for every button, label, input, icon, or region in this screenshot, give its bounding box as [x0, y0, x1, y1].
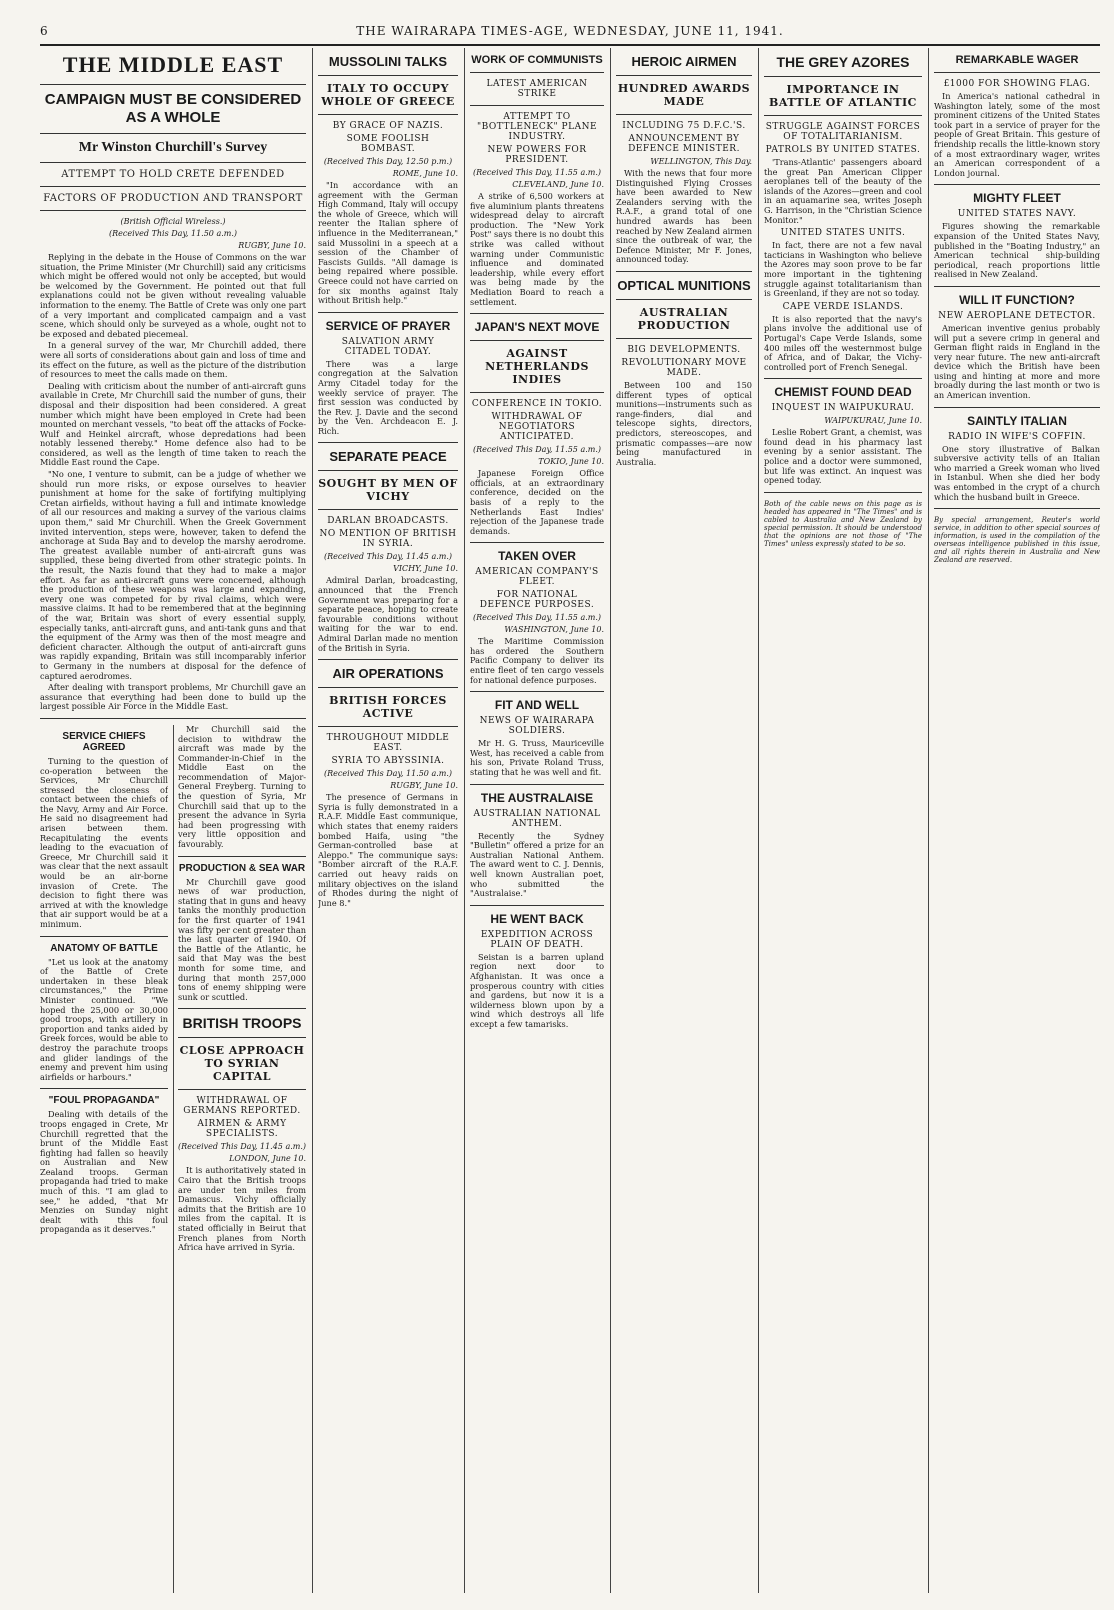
deck: THROUGHOUT MIDDLE EAST. [326, 733, 450, 754]
deck: REVOLUTIONARY MOVE MADE. [621, 357, 747, 378]
paragraph: Dealing with criticism about the number of anti-aircraft guns available in Crete, Mr Churchill said the number of guns, their disposal and their disposition had been considered. A great number which might have been employed in Crete had been mounted on merchant vessels, "to beat off the attacks of Focke-Wulf and Heinkel aircraft, whose depredations had been notably lessened thereby." Home defence also had to be considered, as well as the length of time taken to reach the Middle East round the Cape. [40, 380, 306, 468]
dateline: LONDON, June 10. [229, 1154, 306, 1164]
column-rule [928, 48, 929, 1593]
column-rule [464, 48, 465, 1593]
received: (Received This Day, 11.55 a.m.) [473, 613, 601, 623]
section-heading: HE WENT BACK [490, 911, 584, 926]
paragraph: Turning to the question of co-operation between the Services, Mr Churchill stressed the closeness of contact between the chiefs of the Navy, Army and Air Force. He said no disagreement had arisen between them. Recapitulating the events leading to the evacuation of Greece, Mr Churchill said it was clear that the next assault would be an air-borne invasion of Crete. The decision to fight there was arrived at with the knowledge that air support would be at a minimum. [40, 755, 168, 929]
section-heading: HEROIC AIRMEN [631, 54, 737, 69]
paragraph: Admiral Darlan, broadcasting, announced that the French Government was preparing for a separate peace, hoping to create favourable conditions without waiting for the war to end. Admiral Darlan made no mention of the British in Syria. [318, 575, 458, 653]
section-heading: JAPAN'S NEXT MOVE [474, 320, 600, 335]
column-rule [610, 48, 611, 1593]
column-5 [764, 48, 922, 1593]
paragraph: Recently the Sydney "Bulletin" offered a prize for an Australian National Anthem. The award went to C. J. Dennis, well known Australian poet, who submitted the "Australaise." [470, 830, 604, 899]
paragraph: Figures showing the remarkable expansion of the United States Navy, published in the "Boating Industry," an American technical ship-building periodical, reach proportions little realised in New Zealand. [934, 221, 1100, 280]
lead-headline: THE MIDDLE EAST [62, 52, 284, 77]
masthead [40, 22, 1100, 46]
subhead: LATEST AMERICAN STRIKE [486, 79, 588, 99]
column-6 [934, 48, 1100, 1593]
subhead: BRITISH FORCES ACTIVE [329, 694, 447, 721]
paragraph: In fact, there are not a few naval tacticians in Washington who believe the Azores may soon prove to be far more important in the tightening struggle against totalitarianism than is Greenland, if they are not so today. [764, 240, 922, 299]
paragraph: "Let us look at the anatomy of the Battle of Crete undertaken in these bleak circumstances," the Prime Minister continued. "We hoped the 25,000 or 30,000 good troops, with artillery in proportion and tanks aided by Greek forces, would be able to destroy the parachute troops and glider landings of the enemy and prevent him using airfields or harbours." [40, 956, 168, 1082]
deck: NO MENTION OF BRITISH IN SYRIA. [319, 529, 457, 550]
deck: ATTEMPT TO "BOTTLENECK" PLANE INDUSTRY. [476, 112, 598, 142]
dateline: WASHINGTON, June 10. [504, 625, 604, 635]
footnote: By special arrangement, Reuter's world service, in addition to other special sources of information, is used in the compilation of the overseas intelligence published in this issue, and all rights therein in Australia and New Zealand are reserved. [934, 516, 1100, 565]
subhead: ITALY TO OCCUPY WHOLE OF GREECE [321, 82, 455, 108]
section-heading: THE AUSTRALAISE [480, 790, 594, 805]
paragraph: Seistan is a barren upland region next door to Afghanistan. It was once a prosperous country with cities and gardens, but now it is a wilderness blown upon by a wind which destroys all life except a few tamarisks. [470, 951, 604, 1029]
lead-deck: ATTEMPT TO HOLD CRETE DEFENDED [61, 169, 285, 180]
section-heading: WORK OF COMMUNISTS [471, 54, 603, 66]
section-heading: BRITISH TROOPS [182, 1015, 302, 1032]
deck: AIRMEN & ARMY SPECIALISTS. [197, 1119, 287, 1140]
section-heading: THE GREY AZORES [776, 54, 910, 70]
section-heading: PRODUCTION & SEA WAR [178, 862, 306, 874]
subhead: NEWS OF WAIRARAPA SOLDIERS. [479, 716, 595, 737]
deck: STRUGGLE AGAINST FORCES OF TOTALITARIANISM. [765, 122, 921, 142]
column-3 [470, 48, 604, 1593]
column-rule [758, 48, 759, 1593]
received: (Received This Day, 11.55 a.m.) [473, 445, 601, 455]
paragraph: In a general survey of the war, Mr Churchill added, there were all sorts of considerations about gain and loss of time and its effect on the future, as well as the picture of the distribution of resources to meet the calls made on them. [40, 340, 306, 380]
paragraph: A strike of 6,500 workers at five aluminium plants threatens widespread delay to aircraft production. The "New York Post" says there is no doubt this strike was called without warning under Communistic influence and dominated leadership, while every effort was being made by the Mediation Board to reach a settlement. [470, 191, 604, 307]
section-heading: ANATOMY OF BATTLE [50, 942, 158, 954]
dateline: RUGBY, June 10. [390, 781, 458, 791]
subhead: EXPEDITION ACROSS PLAIN OF DEATH. [480, 929, 594, 950]
dateline: WELLINGTON, This Day. [650, 157, 752, 166]
deck: SOME FOOLISH BOMBAST. [346, 134, 430, 154]
subcolumn-right [178, 725, 306, 1593]
paragraph: "No one, I venture to submit, can be a judge of whether we should run more risks, or expose ourselves to heavier punishment at home for the sake of fortifying multiplying Cretan airfields, without having a full and intimate knowledge of all our resources and making a survey of the various claims upon them," said Mr Churchill. When the Greek Government invited intervention, steps were, however, taken to defend the anchorage at Suda Bay and to develop the marshy aerodrome. The greatest available number of anti-aircraft guns was supplied, these being diverted from other strategic points. In the result, the Nazis found that they had to make a major effort. As far as anti-aircraft guns were concerned, although the production of these weapons was large and expanding, every one was competed for by rival claims, which were massive claims. It had to be remembered that at the beginning of the war, Britain was short of every essential supply, especially tanks, anti-aircraft guns, and anti-tank guns and that the equipment of the Army was then of the most meagre and deficient character. Although the output of anti-aircraft guns was rapidly expanding, Britain was still incomparably inferior to Germany in the numbers at disposal for the defence of captured aerodromes. [40, 469, 306, 681]
deck: CONFERENCE IN TOKIO. [471, 399, 603, 410]
section-subheading: UNITED STATES UNITS. [780, 228, 906, 239]
subhead: AGAINST NETHERLANDS INDIES [485, 347, 589, 387]
lead-story [40, 48, 306, 1593]
subhead: AUSTRALIAN PRODUCTION [637, 305, 731, 332]
paragraph: There was a large congregation at the Salvation Army Citadel today for the weekly service of prayer. The first session was conducted by the Rev. J. Davie and the second by the Ven. Archdeacon E. J. Rich. [318, 358, 458, 436]
section-subheading: CAPE VERDE ISLANDS. [782, 301, 904, 312]
column-rule [312, 48, 313, 1593]
section-heading: "FOUL PROPAGANDA" [48, 1095, 160, 1107]
deck: DARLAN BROADCASTS. [327, 516, 449, 527]
paragraph: Leslie Robert Grant, a chemist, was found dead in his pharmacy last evening by a senior assistant. The police and a doctor were summoned, but life was extinct. An inquest was opened today. [764, 427, 922, 486]
deck: BIG DEVELOPMENTS. [627, 344, 741, 355]
subhead: UNITED STATES NAVY. [957, 209, 1077, 220]
section-heading: CHEMIST FOUND DEAD [774, 385, 912, 400]
deck: NEW POWERS FOR PRESIDENT. [487, 145, 587, 165]
subcolumn-left [40, 725, 168, 1593]
section-heading: REMARKABLE WAGER [955, 54, 1079, 66]
paragraph: One story illustrative of Balkan subversive activity tells of an Italian who married a Greek woman who lived in Istanbul. When she died her body was entombed in the crypt of a church which the husband built in Greece. [934, 443, 1100, 502]
dateline: WAIPUKURAU, June 10. [824, 416, 922, 426]
subhead: £1000 FOR SHOWING FLAG. [943, 79, 1091, 89]
subhead: SOUGHT BY MEN OF VICHY [318, 477, 458, 504]
dateline: VICHY, June 10. [393, 564, 458, 574]
paragraph: It is authoritatively stated in Cairo that the British troops are under ten miles from Damascus. Vichy officially admits that the British are 10 miles from the capital. It is stated officially in Beirut that French planes from North Africa have arrived in Syria. [178, 1165, 306, 1253]
received: (Received This Day, 11.45 a.m.) [324, 552, 452, 562]
subhead: AMERICAN COMPANY'S FLEET. [475, 567, 599, 588]
subhead: RADIO IN WIFE'S COFFIN. [948, 431, 1086, 442]
section-heading: MIGHTY FLEET [973, 191, 1061, 206]
page-number: 6 [40, 24, 48, 38]
paragraph: Between 100 and 150 different types of optical munitions—instruments such as range-finders, dial and telescope sights, directors, predictors, stereoscopes, and prismatic compasses—are now being manufactured in Australia. [616, 379, 752, 467]
paragraph: The presence of Germans in Syria is fully demonstrated in a R.A.F. Middle East communique, which states that enemy raiders bombed Haifa, using "the German-controlled base at Aleppo." The communique says: "Bomber aircraft of the R.A.F. carried out heavy raids on military objectives on the island of Rhodes during the night of June 8." [318, 792, 458, 908]
paragraph: In America's national cathedral in Washington lately, some of the most prominent citizens of the United States took part in a service of prayer for the people of Great Britain. This gesture of friendship recalls the little-known story of a most extraordinary wager, writes an American correspondent of a London journal. [934, 91, 1100, 178]
paragraph: "In accordance with an agreement with the German High Command, Italy will occupy the whole of Greece, which will reenter the Italian sphere of influence in the Mediterranean," said Mussolini in a speech at a session of the Chamber of Fascists Guilds. "All damage is being repaired where possible. Greece could not have carried on for six months against Italy without British help." [318, 180, 458, 306]
column-2 [318, 48, 458, 1593]
subhead: SALVATION ARMY CITADEL TODAY. [341, 336, 435, 357]
deck: WITHDRAWAL OF GERMANS REPORTED. [183, 1096, 301, 1117]
deck: PATROLS BY UNITED STATES. [765, 145, 921, 155]
dateline: ROME, June 10. [392, 169, 458, 178]
footnote: Both of the cable news on this page as is headed has appeared in "The Times" and is cabled to Australia and New Zealand by special permission. It should be understood that the opinions are not those of "The Times" unless expressly stated to be so. [764, 499, 922, 548]
section-heading: SERVICE OF PRAYER [325, 318, 451, 333]
paragraph: Mr H. G. Truss, Mauriceville West, has received a cable from his son, Private Roland Truss, stating that he was well and fit. [470, 738, 604, 778]
lead-deck: FACTORS OF PRODUCTION AND TRANSPORT [43, 193, 303, 204]
deck: SYRIA TO ABYSSINIA. [331, 756, 445, 767]
paragraph: American inventive genius probably will put a severe crimp in general and German flight raids in England in the very near future. The new anti-aircraft device which the British have been using and hinting at more and more broadly during the last month or two is an American invention. [934, 322, 1100, 401]
received: (Received This Day, 11.45 a.m.) [178, 1142, 306, 1152]
paragraph: Japanese Foreign Office officials, at an extraordinary conference, decided on the basis of a reply to the Netherlands East Indies' rejection of the Japanese trade demands. [470, 468, 604, 536]
received: (Received This Day, 12.50 p.m.) [323, 157, 453, 166]
masthead-title: THE WAIRARAPA TIMES-AGE, WEDNESDAY, JUNE 11, 1941. [356, 24, 784, 38]
deck: FOR NATIONAL DEFENCE PURPOSES. [479, 590, 595, 611]
deck: ANNOUNCEMENT BY DEFENCE MINISTER. [628, 134, 740, 154]
received: (Received This Day, 11.50 a.m.) [109, 229, 237, 238]
paragraph: The Maritime Commission has ordered the Southern Pacific Company to deliver its entire fleet of ten cargo vessels for national defence purposes. [470, 636, 604, 685]
lead-survey: Mr Winston Churchill's Survey [78, 140, 268, 155]
section-heading: TAKEN OVER [498, 549, 576, 564]
dateline: CLEVELAND, June 10. [512, 180, 604, 189]
paragraph: With the news that four more Distinguished Flying Crosses have been awarded to New Zealanders serving with the R.A.F., a grand total of one hundred awards has been reached by New Zealand airmen since the outbreak of war, the Defence Minister, Mr F. Jones, announced today. [616, 168, 752, 265]
deck: INCLUDING 75 D.F.C.'S. [622, 121, 746, 131]
received: (Received This Day, 11.55 a.m.) [473, 168, 601, 177]
source: (British Official Wireless.) [120, 217, 226, 226]
column-4 [616, 48, 752, 1593]
section-heading: FIT AND WELL [494, 698, 580, 713]
subhead: INQUEST IN WAIPUKURAU. [771, 403, 915, 414]
section-heading: MUSSOLINI TALKS [328, 54, 448, 69]
dateline: TOKIO, June 10. [538, 457, 604, 467]
paragraph: After dealing with transport problems, Mr Churchill gave an assurance that everything had been done to build up the largest possible Air Force in the Middle East. [40, 682, 306, 712]
subhead: NEW AEROPLANE DETECTOR. [938, 310, 1096, 321]
section-heading: OPTICAL MUNITIONS [617, 277, 751, 293]
paragraph: Dealing with details of the troops engaged in Crete, Mr Churchill regretted that the brunt of the Middle East fighting had fallen so heavily on Australian and New Zealand troops. German propaganda had tried to make much of this. "I am glad to see," he added, "that Mr Menzies on Sunday night dealt with this foul propaganda as it deserves." [40, 1109, 168, 1235]
received: (Received This Day, 11.50 a.m.) [324, 769, 452, 779]
deck: WITHDRAWAL OF NEGOTIATORS ANTICIPATED. [491, 412, 583, 443]
paragraph: Mr Churchill said the decision to withdraw the aircraft was made by the Commander-in-Chief in the Middle East on the recommendation of Major-General Freyberg. Turning to the question of Syria, Mr Churchill said that up to the present the advance in Syria had been progressing with very little opposition and favourably. [178, 724, 306, 850]
section-heading: SAINTLY ITALIAN [967, 413, 1067, 428]
subhead: HUNDRED AWARDS MADE [617, 82, 751, 108]
paragraph: Replying in the debate in the House of Commons on the war situation, the Prime Minister (Mr Churchill) said any criticisms which might be offered would not only be accepted, but would be welcomed by the Government. He pointed out that full explanations could not be given without revealing valuable information to the enemy. The Battle of Crete was only one part of a very important and complicated campaign and a vast scene, which should only be surveyed as a whole, ought not to be exposed and debated piecemeal. [40, 252, 306, 339]
subhead: IMPORTANCE IN BATTLE OF ATLANTIC [769, 83, 917, 109]
section-heading: SEPARATE PEACE [329, 449, 447, 465]
section-heading: AIR OPERATIONS [332, 666, 444, 682]
subhead: AUSTRALIAN NATIONAL ANTHEM. [473, 808, 601, 829]
lead-subhead: CAMPAIGN MUST BE CONSIDERED AS A WHOLE [44, 91, 302, 126]
paragraph: It is also reported that the navy's plans involve the additional use of Portugal's Cape Verde Islands, some 400 miles off the westernmost bulge of Africa, and of Dakar, the Vichy-controlled port of French Senegal. [764, 313, 922, 372]
deck: BY GRACE OF NAZIS. [332, 121, 444, 131]
paragraph: 'Trans-Atlantic' passengers aboard the great Pan American Clipper aeroplanes tell of the beauty of the islands of the Azores—green and cool in an aquamarine sea, writes Joseph G. Harrison, in the "Christian Science Monitor." [764, 157, 922, 225]
paragraph: Mr Churchill gave good news of war production, stating that in guns and heavy tanks the monthly production for the first quarter of 1941 was fifty per cent greater than the last quarter of 1940. Of the Battle of the Atlantic, he said that May was the best month for some time, and during that month 257,000 tons of enemy shipping were sunk or scuttled. [178, 876, 306, 1002]
section-heading: SERVICE CHIEFS AGREED [62, 730, 146, 753]
dateline: RUGBY, June 10. [238, 241, 306, 250]
section-heading: WILL IT FUNCTION? [959, 292, 1075, 307]
subhead: CLOSE APPROACH TO SYRIAN CAPITAL [179, 1044, 305, 1084]
